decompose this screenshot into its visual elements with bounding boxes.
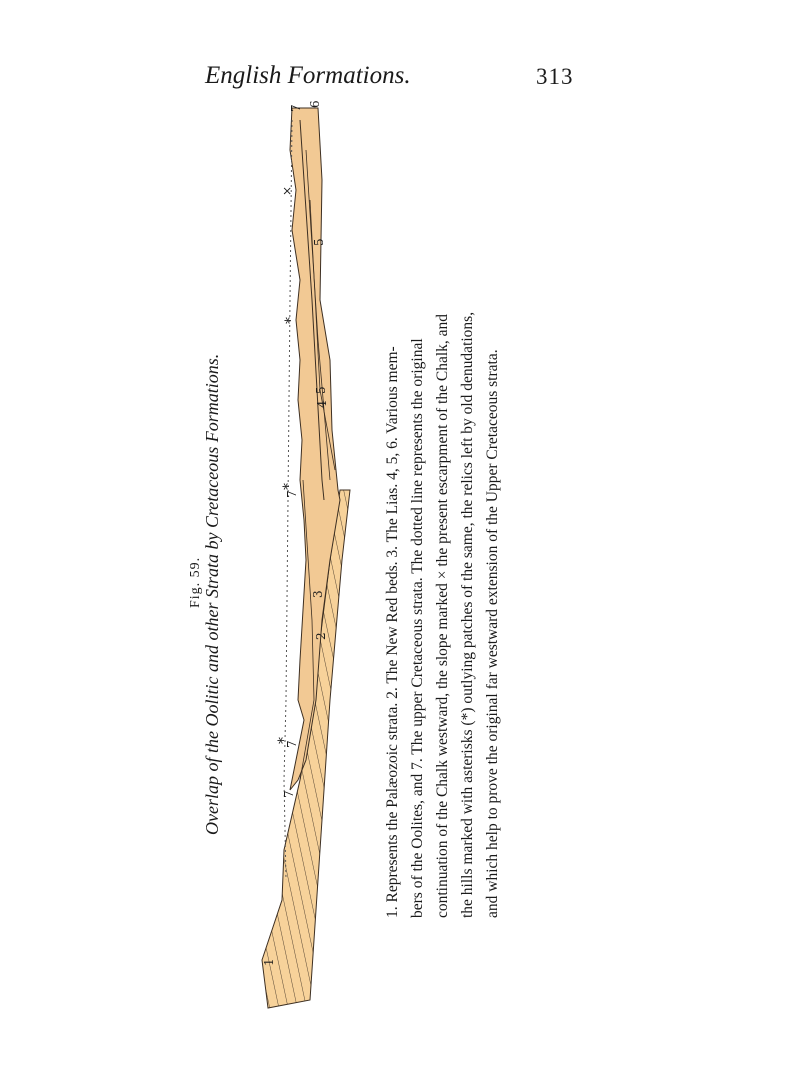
asterisk-marker-1: * <box>283 317 299 324</box>
asterisk-marker-3: * <box>276 737 292 744</box>
caption-line: continuation of the Chalk westward, the slope marked × the present escarpment of the Chalk, and <box>434 313 451 918</box>
caption-line: 1. Represents the Palæozoic strata. 2. The New Red beds. 3. The Lias. 4, 5, 6. Various mem- <box>384 346 401 918</box>
label-bed-7b: 7 <box>285 490 299 498</box>
figure-caption <box>380 198 505 918</box>
label-bed-3: 3 <box>311 590 325 598</box>
label-bed-7d: 7 <box>282 790 296 798</box>
label-bed-2: 2 <box>314 632 328 640</box>
label-bed-7c: 7 <box>285 740 299 748</box>
running-head: English Formations. <box>205 62 411 89</box>
label-bed-7a: 7 <box>289 104 303 112</box>
caption-line: the hills marked with asterisks (*) outlying patches of the same, the relics left by old denudations, <box>459 311 476 918</box>
label-bed-1: 1 <box>262 958 276 966</box>
page-number: 313 <box>536 64 574 89</box>
figure-title: Overlap of the Oolitic and other Strata by Cretaceous Formations. <box>202 353 222 835</box>
caption-line: and which help to prove the original far westward extension of the Upper Cretaceous strata. <box>484 349 501 918</box>
dotted-original-chalk-line <box>284 120 292 880</box>
caption-line: bers of the Oolites, and 7. The upper Cretaceous strata. The dotted line represents the original <box>409 338 426 918</box>
cross-marker: × <box>280 185 294 196</box>
figure-number: Fig. 59. <box>188 556 203 608</box>
asterisk-marker-2: * <box>281 483 297 490</box>
label-bed-5a: 5 <box>314 386 328 394</box>
cretaceous-strata <box>290 108 340 790</box>
label-bed-6: 6 <box>308 100 322 108</box>
label-bed-5b: 5 <box>312 238 326 246</box>
label-bed-4: 4 <box>315 400 329 408</box>
